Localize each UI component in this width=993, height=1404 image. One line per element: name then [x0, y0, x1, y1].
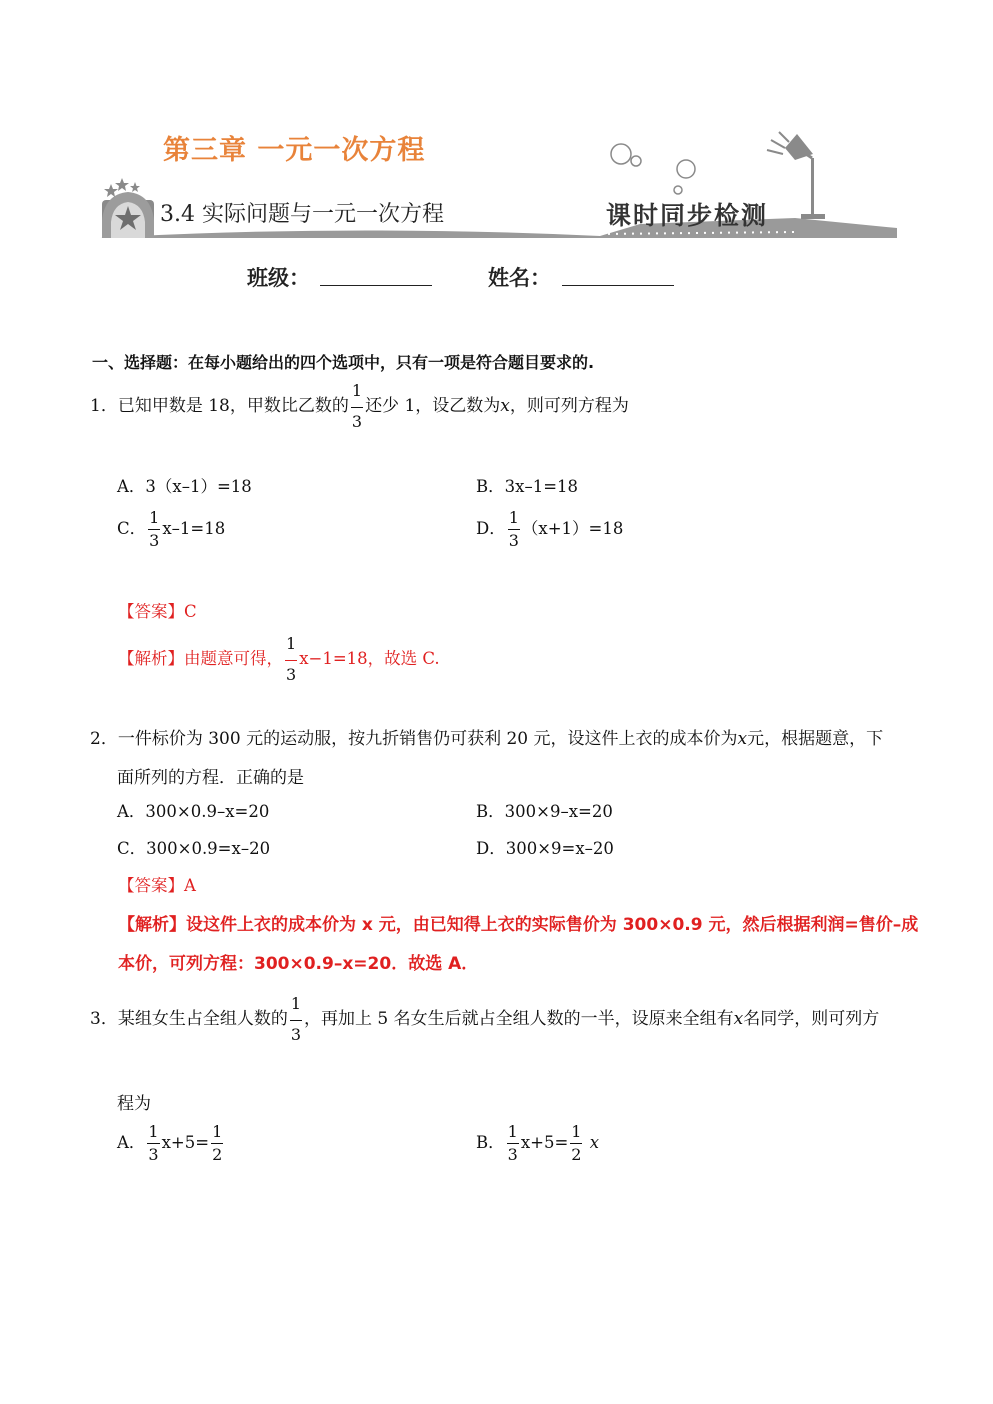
fraction: $\frac{1}{3}$: [149, 508, 160, 550]
q3-option-b[interactable]: B． $\frac{1}{3}$ x+5= $\frac{1}{2}$ x: [476, 1122, 600, 1164]
q2-option-c[interactable]: C．300×0.9=x–20: [117, 839, 271, 858]
q2-answer: 【答案】A: [118, 876, 196, 895]
fraction: $\frac{1}{3}$: [290, 994, 302, 1044]
q1-option-b[interactable]: B．3x–1=18: [476, 477, 579, 496]
q1-option-c[interactable]: C． $\frac{1}{3}$ x–1=18: [117, 508, 226, 550]
chapter-title: 第三章 一元一次方程: [163, 135, 426, 166]
q1-answer: 【答案】C: [118, 602, 197, 621]
question-number: 1．: [90, 396, 118, 416]
fraction: $\frac{1}{3}$: [508, 508, 519, 550]
q2-option-d[interactable]: D．300×9=x–20: [476, 839, 614, 858]
section-title: 3.4 实际问题与一元一次方程: [160, 202, 444, 227]
class-label: 班级：: [247, 265, 310, 290]
bubbles-icon: [611, 144, 695, 194]
fraction: $\frac{1}{3}$: [507, 1122, 518, 1164]
q1-option-a[interactable]: A．3（x–1）=18: [117, 477, 252, 496]
section-heading: 一、选择题：在每小题给出的四个选项中，只有一项是符合题目要求的.: [92, 353, 595, 372]
q3-option-a[interactable]: A． $\frac{1}{3}$ x+5= $\frac{1}{2}$: [117, 1122, 223, 1164]
q1-analysis: 【解析】由题意可得， $\frac{1}{3}$ x−1=18，故选 C.: [118, 634, 440, 684]
q2-option-a[interactable]: A．300×0.9–x=20: [117, 802, 270, 821]
class-blank[interactable]: [320, 285, 432, 286]
question-2: 2．一件标价为 300 元的运动服，按九折销售仍可获利 20 元，设这件上衣的成本价为x元，根据题意，下: [90, 729, 884, 749]
question-1: 1．已知甲数是 18，甲数比乙数的 $\frac{1}{3}$ 还少 1，设乙数为x，则可列方程为: [90, 381, 629, 431]
name-blank[interactable]: [562, 285, 674, 286]
fraction: $\frac{1}{2}$: [571, 1122, 582, 1164]
question-number: 3．: [90, 1009, 118, 1029]
fraction: $\frac{1}{3}$: [286, 634, 297, 684]
fraction: $\frac{1}{2}$: [212, 1122, 223, 1164]
question-2-line-2: 面所列的方程．正确的是: [117, 768, 304, 788]
question-3: 3．某组女生占全组人数的 $\frac{1}{3}$ ，再加上 5 名女生后就占全组人数的一半，设原来全组有x名同学，则可列方: [90, 994, 880, 1044]
q2-analysis-line-2: 本价，可列方程：300×0.9–x=20．故选 A．: [118, 954, 479, 974]
fraction: $\frac{1}{3}$: [148, 1122, 159, 1164]
star-badge-icon: [102, 178, 154, 238]
name-label: 姓名：: [488, 265, 551, 290]
q1-option-d[interactable]: D． $\frac{1}{3}$ （x+1）=18: [476, 508, 624, 550]
question-number: 2．: [90, 729, 118, 749]
desk-lamp-icon: [767, 132, 825, 219]
q2-analysis: 【解析】设这件上衣的成本价为 x 元，由已知得上衣的实际售价为 300×0.9 元，然后根据利润=售价–成: [118, 915, 919, 935]
fraction: $\frac{1}{3}$: [351, 381, 363, 431]
question-3-line-2: 程为: [117, 1094, 151, 1114]
banner-title: 课时同步检测: [606, 201, 769, 230]
q2-option-b[interactable]: B．300×9–x=20: [476, 802, 613, 821]
